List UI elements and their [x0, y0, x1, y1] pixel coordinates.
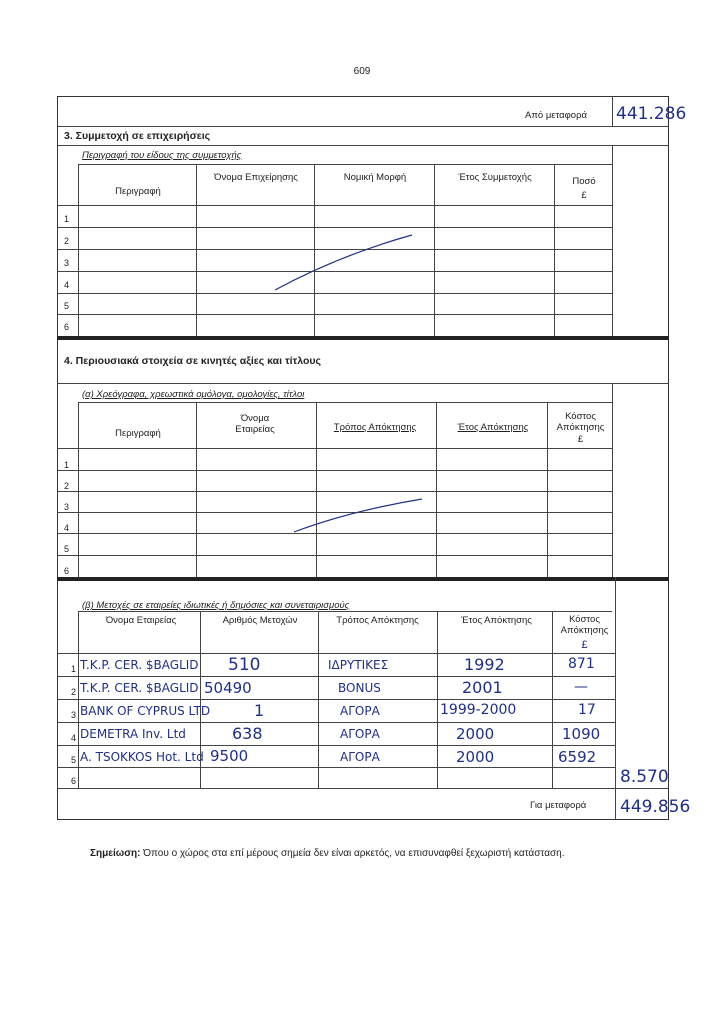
row-number: 3: [64, 258, 70, 268]
cell-shares: 510: [228, 655, 261, 675]
cell-company: T.K.P. CER. $BAGLID: [80, 681, 199, 695]
divider: [434, 164, 435, 336]
row-number: 3: [71, 710, 77, 720]
row-number: 4: [64, 523, 70, 533]
cell-cost: —: [574, 679, 588, 695]
divider: [57, 448, 612, 449]
cell-shares: 50490: [204, 679, 252, 697]
divider: [612, 145, 613, 336]
col-header-description: Περιγραφή: [115, 186, 161, 197]
row-number: 2: [71, 687, 77, 697]
cell-method: ΑΓΟΡΑ: [340, 727, 380, 741]
col-header-company: Όνομα Εταιρείας: [105, 615, 177, 626]
cell-method: BONUS: [338, 681, 381, 695]
divider: [57, 470, 612, 471]
row-number: 2: [64, 236, 70, 246]
row-number: 5: [64, 544, 70, 554]
cell-cost: 6592: [558, 748, 597, 766]
divider: [57, 676, 615, 677]
page-number: 609: [353, 66, 371, 77]
divider: [57, 126, 669, 127]
col-header-cost: Κόστος Απόκτησης: [556, 411, 605, 433]
cell-company: DEMETRA Inv. Ltd: [80, 727, 186, 741]
cell-year: 2000: [456, 725, 495, 743]
col-header-legal-form: Νομική Μορφή: [343, 172, 407, 183]
strike-through-line: [270, 230, 420, 294]
row-number: 6: [64, 322, 70, 332]
divider: [57, 555, 612, 556]
cell-cost: 1090: [562, 725, 601, 743]
section4b-subtitle: (β) Μετοχές σε εταιρείες ιδιωτικές ή δημόσιες και συνεταιρισμούς: [82, 600, 350, 611]
divider: [612, 96, 613, 126]
divider: [57, 745, 615, 746]
divider: [316, 402, 317, 577]
col-header-company-name: Όνομα Επιχείρησης: [214, 172, 298, 183]
divider: [78, 164, 612, 165]
divider: [57, 383, 669, 384]
row-number: 1: [71, 664, 77, 674]
subtotal-value: 8.570: [620, 767, 669, 787]
row-number: 6: [64, 566, 70, 576]
row-number: 6: [71, 776, 77, 786]
divider: [612, 383, 613, 577]
divider: [78, 402, 612, 403]
divider: [57, 767, 615, 768]
currency-symbol: £: [581, 190, 587, 201]
note: [90, 848, 690, 859]
row-number: 4: [71, 733, 77, 743]
col-header-acquisition-method: Τρόπος Απόκτησης: [336, 615, 419, 626]
cell-shares: 1: [254, 701, 265, 720]
cell-year: 2001: [462, 678, 503, 697]
cell-method: ΙΔΡΥΤΙΚΕΣ: [328, 658, 389, 672]
divider: [78, 402, 79, 577]
divider: [57, 145, 669, 146]
divider: [615, 577, 616, 788]
divider: [57, 491, 612, 492]
cell-company: A. TSOKKOS Hot. Ltd: [80, 750, 204, 764]
strike-through-line: [290, 496, 430, 536]
row-number: 5: [71, 755, 77, 765]
cell-company: T.K.P. CER. $BAGLID: [80, 658, 199, 672]
col-header-year: Έτος Απόκτησης: [461, 615, 532, 626]
cell-cost: 871: [568, 656, 595, 672]
divider: [57, 314, 612, 315]
divider: [57, 653, 615, 654]
row-number: 5: [64, 301, 70, 311]
carry-from-label: Από μεταφορά: [525, 110, 587, 121]
cell-company: BANK OF CYPRUS LTD: [80, 704, 211, 718]
divider: [436, 402, 437, 577]
col-header-cost: Κόστος Απόκτησης: [560, 614, 609, 636]
cell-method: ΑΓΟΡΑ: [340, 704, 380, 718]
divider: [554, 164, 555, 336]
row-number: 1: [64, 214, 70, 224]
cell-year: 1999-2000: [440, 702, 517, 718]
row-number: 2: [64, 481, 70, 491]
divider: [78, 611, 612, 612]
cell-shares: 9500: [210, 747, 249, 765]
divider: [196, 402, 197, 577]
cell-year: 1992: [464, 655, 505, 674]
section3-title: 3. Συμμετοχή σε επιχειρήσεις: [64, 130, 211, 142]
cell-cost: 17: [578, 702, 596, 718]
row-number: 1: [64, 460, 70, 470]
note-label: Σημείωση:: [90, 848, 141, 859]
carry-from-value: 441.286: [616, 104, 687, 124]
section4a-subtitle: (α) Χρεόγραφα, χρεωστικά ομόλογα, ομολογίες, τίτλοι: [82, 389, 305, 400]
cell-shares: 638: [232, 724, 263, 743]
currency-symbol: £: [581, 639, 588, 651]
divider: [196, 164, 197, 336]
cell-method: ΑΓΟΡΑ: [340, 750, 380, 764]
carry-to-label: Για μεταφορά: [530, 800, 587, 811]
section3-subtitle: Περιγραφή του είδους της συμμετοχής: [82, 150, 242, 161]
cell-year: 2000: [456, 748, 495, 766]
divider: [57, 227, 612, 228]
col-header-acquisition-method: Τρόπος Απόκτησης: [333, 422, 417, 433]
note-text: Όπου ο χώρος στα επί μέρους σημεία δεν είναι αρκετός, να επισυναφθεί ξεχωριστή κατάσταση.: [143, 848, 565, 859]
row-number: 3: [64, 502, 70, 512]
section-divider: [57, 577, 669, 581]
col-header-amount: Ποσό: [572, 176, 596, 187]
divider: [57, 699, 615, 700]
row-number: 4: [64, 280, 70, 290]
divider: [78, 164, 79, 336]
carry-to-value: 449.856: [620, 797, 691, 817]
col-header-year: Έτος Απόκτησης: [457, 422, 529, 433]
divider: [57, 205, 612, 206]
divider: [615, 788, 616, 820]
col-header-description: Περιγραφή: [115, 428, 161, 439]
divider: [57, 788, 669, 789]
col-header-company: Όνομα Εταιρείας: [235, 413, 275, 435]
section-divider: [57, 336, 669, 340]
section4-title: 4. Περιουσιακά στοιχεία σε κινητές αξίες και τίτλους: [64, 355, 321, 367]
divider: [547, 402, 548, 577]
divider: [57, 722, 615, 723]
currency-symbol: £: [577, 434, 584, 445]
col-header-shares: Αριθμός Μετοχών: [222, 615, 298, 626]
col-header-year: Έτος Συμμετοχής: [458, 172, 532, 183]
